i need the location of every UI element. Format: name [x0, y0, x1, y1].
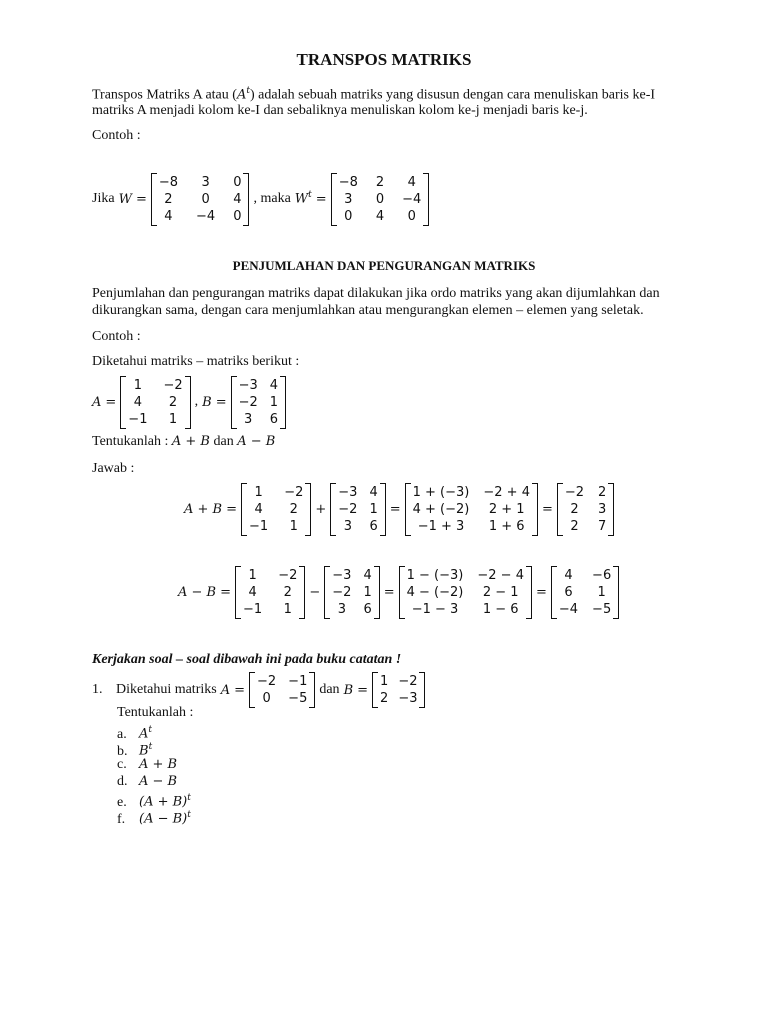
- item-expr: B: [139, 743, 149, 759]
- equals-sign: =: [389, 501, 401, 517]
- sum-equation: [184, 482, 618, 536]
- matrix-cell: 1: [363, 584, 372, 600]
- dan-text: dan: [213, 434, 234, 449]
- matrix-cell: −8: [338, 174, 358, 190]
- jawab-label: Jawab :: [92, 461, 135, 476]
- matrix-cell: 3: [201, 174, 210, 190]
- matrix-Wt: [331, 173, 430, 226]
- matrix-cell: 1: [254, 484, 263, 500]
- matrix-cell: 3: [337, 601, 346, 617]
- matrix-B: [231, 376, 286, 429]
- matrix-cell: −5: [592, 601, 612, 617]
- diff-matrix-B: [324, 566, 379, 619]
- matrix-cell: 3: [598, 501, 607, 517]
- intro-text-b: ) adalah sebuah matriks yang disusun dengan cara menuliskan baris ke-I: [249, 87, 656, 103]
- matrix-cell: 4: [375, 208, 385, 224]
- matrix-cell: −4: [558, 601, 579, 617]
- matrix-cell: 1: [269, 394, 279, 410]
- B-symbol: B: [202, 394, 212, 410]
- matrix-cell: 2: [570, 501, 579, 517]
- plus-sign: +: [315, 501, 327, 517]
- matrix-cell: 2: [289, 501, 298, 517]
- item-letter: b.: [117, 743, 128, 759]
- transpose-example: [92, 172, 433, 226]
- maka-label: , maka: [253, 191, 291, 206]
- matrix-cell: −2: [284, 484, 304, 500]
- item-expr: (A + B): [139, 794, 188, 810]
- intro-text-a: Transpos Matriks A atau (: [92, 87, 237, 103]
- equals-sign: =: [226, 501, 238, 517]
- intro-math-A: A: [236, 87, 247, 103]
- matrix-cell: −2: [564, 484, 585, 500]
- tentukan-text: Tentukanlah :: [92, 434, 169, 449]
- item-sup: t: [148, 725, 153, 735]
- matrix-cell: 1 − 6: [482, 601, 519, 617]
- matrix-cell: −2: [257, 674, 277, 689]
- matrix-cell: 2: [375, 174, 385, 190]
- matrix-cell: −1 − 3: [411, 601, 459, 617]
- given-matrices: [92, 375, 290, 429]
- matrix-cell: 3: [244, 411, 253, 427]
- matrix-cell: 6: [269, 411, 279, 427]
- sum-lhs: A + B: [184, 501, 223, 517]
- matrix-cell: 1: [283, 601, 292, 617]
- matrix-cell: 4: [363, 567, 372, 583]
- equals-sign: =: [220, 584, 232, 600]
- matrix-cell: 4: [233, 191, 242, 207]
- contoh2-label: Contoh :: [92, 329, 141, 344]
- matrix-cell: 4: [407, 174, 416, 190]
- matrix-cell: 4: [164, 208, 173, 224]
- minus-sign: −: [309, 584, 321, 600]
- matrix-cell: 1: [248, 567, 257, 583]
- matrix-cell: −2: [338, 501, 358, 517]
- matrix-cell: 4: [369, 484, 378, 500]
- item-expr: A: [139, 726, 149, 742]
- matrix-cell: 0: [407, 208, 416, 224]
- exercise-1: [92, 672, 429, 708]
- matrix-cell: 0: [262, 691, 271, 706]
- sum-step-matrix: [405, 483, 538, 536]
- expr-sum: A + B: [171, 434, 210, 449]
- matrix-cell: 2 − 1: [482, 584, 519, 600]
- matrix-cell: −2: [398, 674, 418, 689]
- matrix-cell: 4 − (−2): [406, 584, 464, 600]
- matrix-cell: 1: [133, 377, 143, 393]
- matrix-cell: −6: [592, 567, 612, 583]
- intro-sup-t: t: [246, 86, 250, 96]
- item-expr: (A − B): [139, 811, 188, 827]
- matrix-cell: −2: [163, 377, 183, 393]
- matrix-cell: 0: [201, 191, 210, 207]
- matrix-cell: 4 + (−2): [412, 501, 470, 517]
- comma: ,: [194, 394, 199, 409]
- matrix-cell: −2: [238, 394, 258, 410]
- item-expr: A − B: [139, 774, 178, 789]
- equals-sign: =: [234, 682, 245, 698]
- section2-line-1: Penjumlahan dan pengurangan matriks dapat dilakukan jika ordo matriks yang akan dijumlahkan dan: [92, 286, 660, 301]
- matrix-cell: 4: [564, 567, 573, 583]
- page-title: TRANSPOS MATRIKS: [296, 50, 472, 69]
- A-symbol: A: [92, 394, 102, 410]
- matrix-cell: −5: [288, 691, 308, 706]
- A-symbol: A: [220, 682, 231, 698]
- matrix-cell: −1: [249, 518, 269, 534]
- matrix-cell: 3: [344, 191, 353, 207]
- matrix-cell: 4: [254, 501, 263, 517]
- tentukan-line: [92, 432, 275, 451]
- equals-sign: =: [541, 501, 553, 517]
- matrix-cell: 2 + 1: [488, 501, 525, 517]
- W-symbol: W: [118, 191, 132, 207]
- item-sup: t: [148, 742, 153, 752]
- exercise-matrix-B: [372, 672, 425, 708]
- matrix-cell: −2: [332, 584, 352, 600]
- item-letter: c.: [117, 757, 127, 772]
- diff-result-matrix: [551, 566, 619, 619]
- matrix-cell: 4: [248, 584, 257, 600]
- matrix-cell: 7: [598, 518, 607, 534]
- section2-line-2: dikurangkan sama, dengan cara menjumlahkan atau mengurangkan elemen – elemen yang seletak.: [92, 303, 644, 318]
- matrix-cell: 4: [133, 394, 143, 410]
- sum-result-matrix: [557, 483, 614, 536]
- matrix-cell: 0: [233, 208, 242, 224]
- section-title: PENJUMLAHAN DAN PENGURANGAN MATRIKS: [232, 258, 536, 273]
- matrix-cell: 1: [380, 674, 389, 689]
- matrix-cell: 0: [233, 174, 242, 190]
- matrix-cell: −4: [196, 208, 216, 224]
- matrix-cell: −3: [332, 567, 352, 583]
- matrix-cell: 2: [598, 484, 607, 500]
- exercise-heading: Kerjakan soal – soal dibawah ini pada buku catatan !: [92, 652, 402, 667]
- Wt-symbol: $W^t$: [294, 190, 312, 207]
- matrix-cell: −8: [158, 174, 179, 190]
- matrix-cell: 1: [597, 584, 606, 600]
- diff-step-matrix: [399, 566, 532, 619]
- matrix-cell: 2: [380, 691, 389, 706]
- item-letter: a.: [117, 726, 127, 742]
- matrix-cell: 1: [369, 501, 378, 517]
- diff-matrix-A: [235, 566, 305, 619]
- sum-matrix-B: [330, 483, 385, 536]
- item-sup: t: [187, 810, 191, 820]
- matrix-cell: 2: [168, 394, 178, 410]
- matrix-cell: −1 + 3: [417, 518, 465, 534]
- matrix-cell: 1 − (−3): [406, 567, 464, 583]
- exercise-tentukan: Tentukanlah :: [117, 705, 194, 720]
- equals-sign: =: [215, 394, 227, 410]
- matrix-cell: 2: [283, 584, 292, 600]
- equals-sign: =: [383, 584, 395, 600]
- sum-matrix-A: [241, 483, 311, 536]
- diff-lhs: A − B: [178, 584, 217, 600]
- expr-diff: A − B: [237, 434, 276, 449]
- matrix-cell: 3: [343, 518, 352, 534]
- matrix-cell: −4: [402, 191, 422, 207]
- matrix-A: [120, 376, 190, 429]
- matrix-cell: −1: [243, 601, 263, 617]
- exercise-item: [117, 807, 191, 828]
- matrix-cell: −3: [338, 484, 358, 500]
- matrix-W: [151, 173, 250, 226]
- equals-sign: =: [357, 682, 369, 698]
- item-sup: t: [187, 793, 191, 803]
- intro-line-2: matriks A menjadi kolom ke-I dan sebaliknya menuliskan kolom ke-j menjadi baris ke-j.: [92, 103, 588, 118]
- matrix-cell: 6: [564, 584, 573, 600]
- exercise-item: [117, 756, 177, 773]
- exercise-item: [117, 773, 177, 790]
- matrix-cell: 1 + 6: [488, 518, 525, 534]
- B-symbol: B: [343, 682, 354, 698]
- equals-sign-2: =: [315, 191, 327, 207]
- item-letter: d.: [117, 774, 128, 789]
- matrix-cell: 0: [344, 208, 353, 224]
- exercise-matrix-A: [249, 672, 315, 708]
- item-expr: A + B: [139, 757, 178, 772]
- matrix-cell: 0: [375, 191, 385, 207]
- matrix-cell: −1: [288, 674, 308, 689]
- matrix-cell: 1 + (−3): [412, 484, 470, 500]
- contoh-label: Contoh :: [92, 128, 141, 143]
- equals-sign: =: [105, 394, 117, 410]
- matrix-cell: 1: [168, 411, 178, 427]
- matrix-cell: −2 + 4: [483, 484, 530, 500]
- exercise-text: Diketahui matriks: [116, 682, 217, 697]
- equals-sign: =: [535, 584, 547, 600]
- jika-label: Jika: [92, 191, 115, 206]
- equals-sign: =: [135, 191, 147, 207]
- exercise-number: 1.: [92, 682, 103, 697]
- matrix-cell: 1: [289, 518, 298, 534]
- matrix-cell: −2: [278, 567, 298, 583]
- matrix-cell: 2: [570, 518, 579, 534]
- matrix-cell: −2 − 4: [477, 567, 524, 583]
- diff-equation: [178, 565, 623, 619]
- dan-text: dan: [319, 682, 340, 697]
- matrix-cell: −3: [238, 377, 258, 393]
- item-letter: f.: [117, 811, 126, 827]
- matrix-cell: 2: [164, 191, 173, 207]
- matrix-cell: −1: [128, 411, 148, 427]
- item-letter: e.: [117, 794, 127, 810]
- matrix-cell: 6: [369, 518, 378, 534]
- matrix-cell: −3: [398, 691, 418, 706]
- matrix-cell: 4: [269, 377, 279, 393]
- diketahui-label: Diketahui matriks – matriks berikut :: [92, 354, 300, 369]
- matrix-cell: 6: [363, 601, 372, 617]
